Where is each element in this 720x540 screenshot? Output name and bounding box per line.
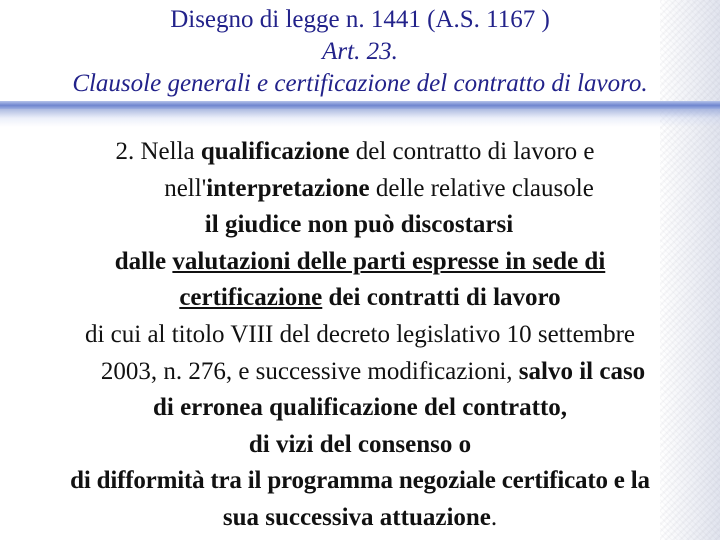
divider-glow bbox=[0, 109, 720, 127]
text-run: del contratto di lavoro e bbox=[349, 138, 595, 165]
bill-title: Disegno di legge n. 1441 (A.S. 1167 ) bbox=[170, 6, 550, 33]
body-line bbox=[0, 280, 720, 317]
body-line bbox=[0, 354, 720, 391]
text-run: delle relative clausole bbox=[369, 174, 594, 202]
article-body bbox=[0, 134, 720, 537]
text-run: . bbox=[490, 503, 498, 531]
body-line: di vizi del consenso o bbox=[248, 430, 472, 458]
body-line bbox=[0, 500, 720, 537]
text-run: 2003, n. 276, e successive modificazioni, bbox=[100, 357, 519, 385]
article-number: Art. 23. bbox=[322, 38, 398, 65]
text-run-underlined: valutazioni delle parti espresse in sede di bbox=[172, 247, 606, 275]
text-run-bold: qualificazione bbox=[200, 138, 350, 165]
body-line bbox=[0, 244, 720, 281]
text-run-bold: interpretazione bbox=[206, 174, 370, 202]
text-run: 2. Nella bbox=[115, 138, 201, 165]
slide-title-block bbox=[0, 4, 720, 100]
title-divider bbox=[0, 101, 720, 127]
text-run: nell' bbox=[164, 174, 207, 202]
text-run: dalle bbox=[114, 247, 173, 275]
body-line: il giudice non può discostarsi bbox=[204, 211, 514, 239]
body-line bbox=[0, 171, 720, 208]
body-line: di difformità tra il programma negoziale certificato e la bbox=[70, 467, 650, 495]
body-line: di erronea qualificazione del contratto, bbox=[152, 394, 568, 422]
article-subtitle: Clausole generali e certificazione del contratto di lavoro. bbox=[72, 70, 648, 97]
divider-band bbox=[0, 101, 720, 109]
text-run: dei contratti di lavoro bbox=[322, 284, 561, 312]
body-line: di cui al titolo VIII del decreto legislativo 10 settembre bbox=[84, 320, 636, 348]
text-run-bold: sua successiva attuazione bbox=[222, 503, 491, 531]
body-line bbox=[0, 134, 720, 171]
text-run-underlined: certificazione bbox=[179, 284, 323, 312]
text-run-bold: salvo il caso bbox=[518, 357, 646, 385]
